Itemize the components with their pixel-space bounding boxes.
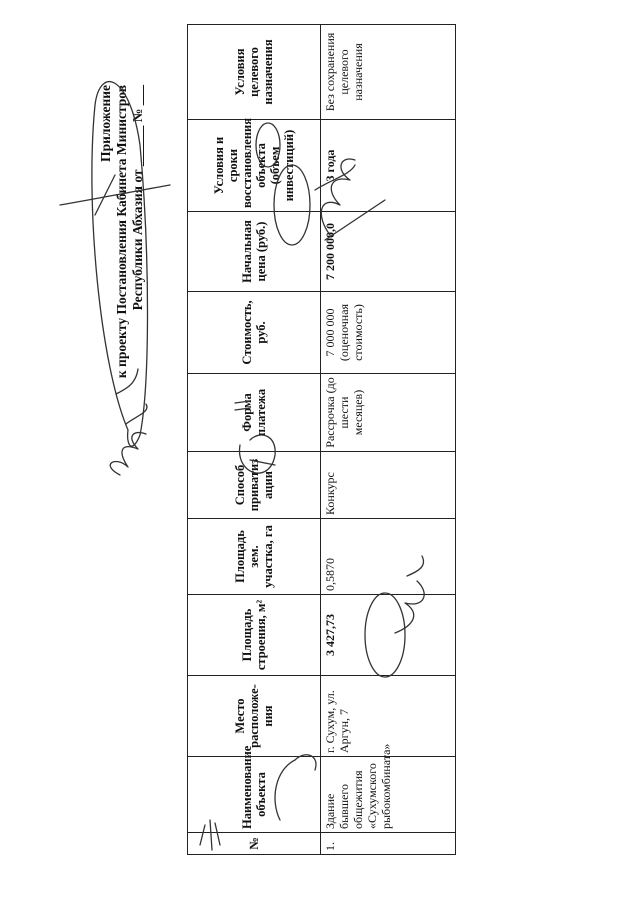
privatization-table [187,24,456,855]
col-header-building-area: Площадь строения, м² [188,595,321,676]
cell-name: Здание бывшего общежития «Сухумского рыбокомбината» [321,757,456,833]
cell-building-area: 3 427,73 [321,595,456,676]
header-project: к проекту Постановления Кабинета Министров [114,85,129,379]
col-header-privatization: Способ приватиз ации [188,452,321,519]
cell-location: г. Сухум, ул. Аргун, 7 [321,676,456,757]
cell-land-area: 0,5870 [321,519,456,595]
table-header-row [188,25,321,855]
col-header-location: Место расположе-ния [188,676,321,757]
cell-start-price: 7 200 000,0 [321,212,456,292]
col-header-name: Наименование объекта [188,757,321,833]
cell-number: 1. [321,833,456,855]
cell-cost [321,292,456,374]
col-header-purpose: Условия целевого назначения [188,25,321,120]
header-republic: Республики Абхазия от ______ № ___ [130,85,145,311]
cell-privatization: Конкурс [321,452,456,519]
cell-purpose: Без сохранения целевого назначения [321,25,456,120]
cell-restoration: 3 года [321,120,456,212]
col-header-start-price: Начальная цена (руб.) [188,212,321,292]
col-header-payment: Форма платежа [188,374,321,452]
cost-note: (оценочная стоимость) [337,303,365,362]
cell-payment: Рассрочка (до шести месяцев) [321,374,456,452]
document-header [98,85,146,455]
col-header-restoration: Условия и сроки восстановления объекта (объем инвестиций) [188,120,321,212]
cost-value: 7 000 000 [323,308,337,357]
col-header-land-area: Площадь зем. участка, га [188,519,321,595]
col-header-number: № [188,833,321,855]
col-header-cost: Стоимость, руб. [188,292,321,374]
table-row [321,25,456,855]
header-appendix: Приложение [98,85,113,162]
